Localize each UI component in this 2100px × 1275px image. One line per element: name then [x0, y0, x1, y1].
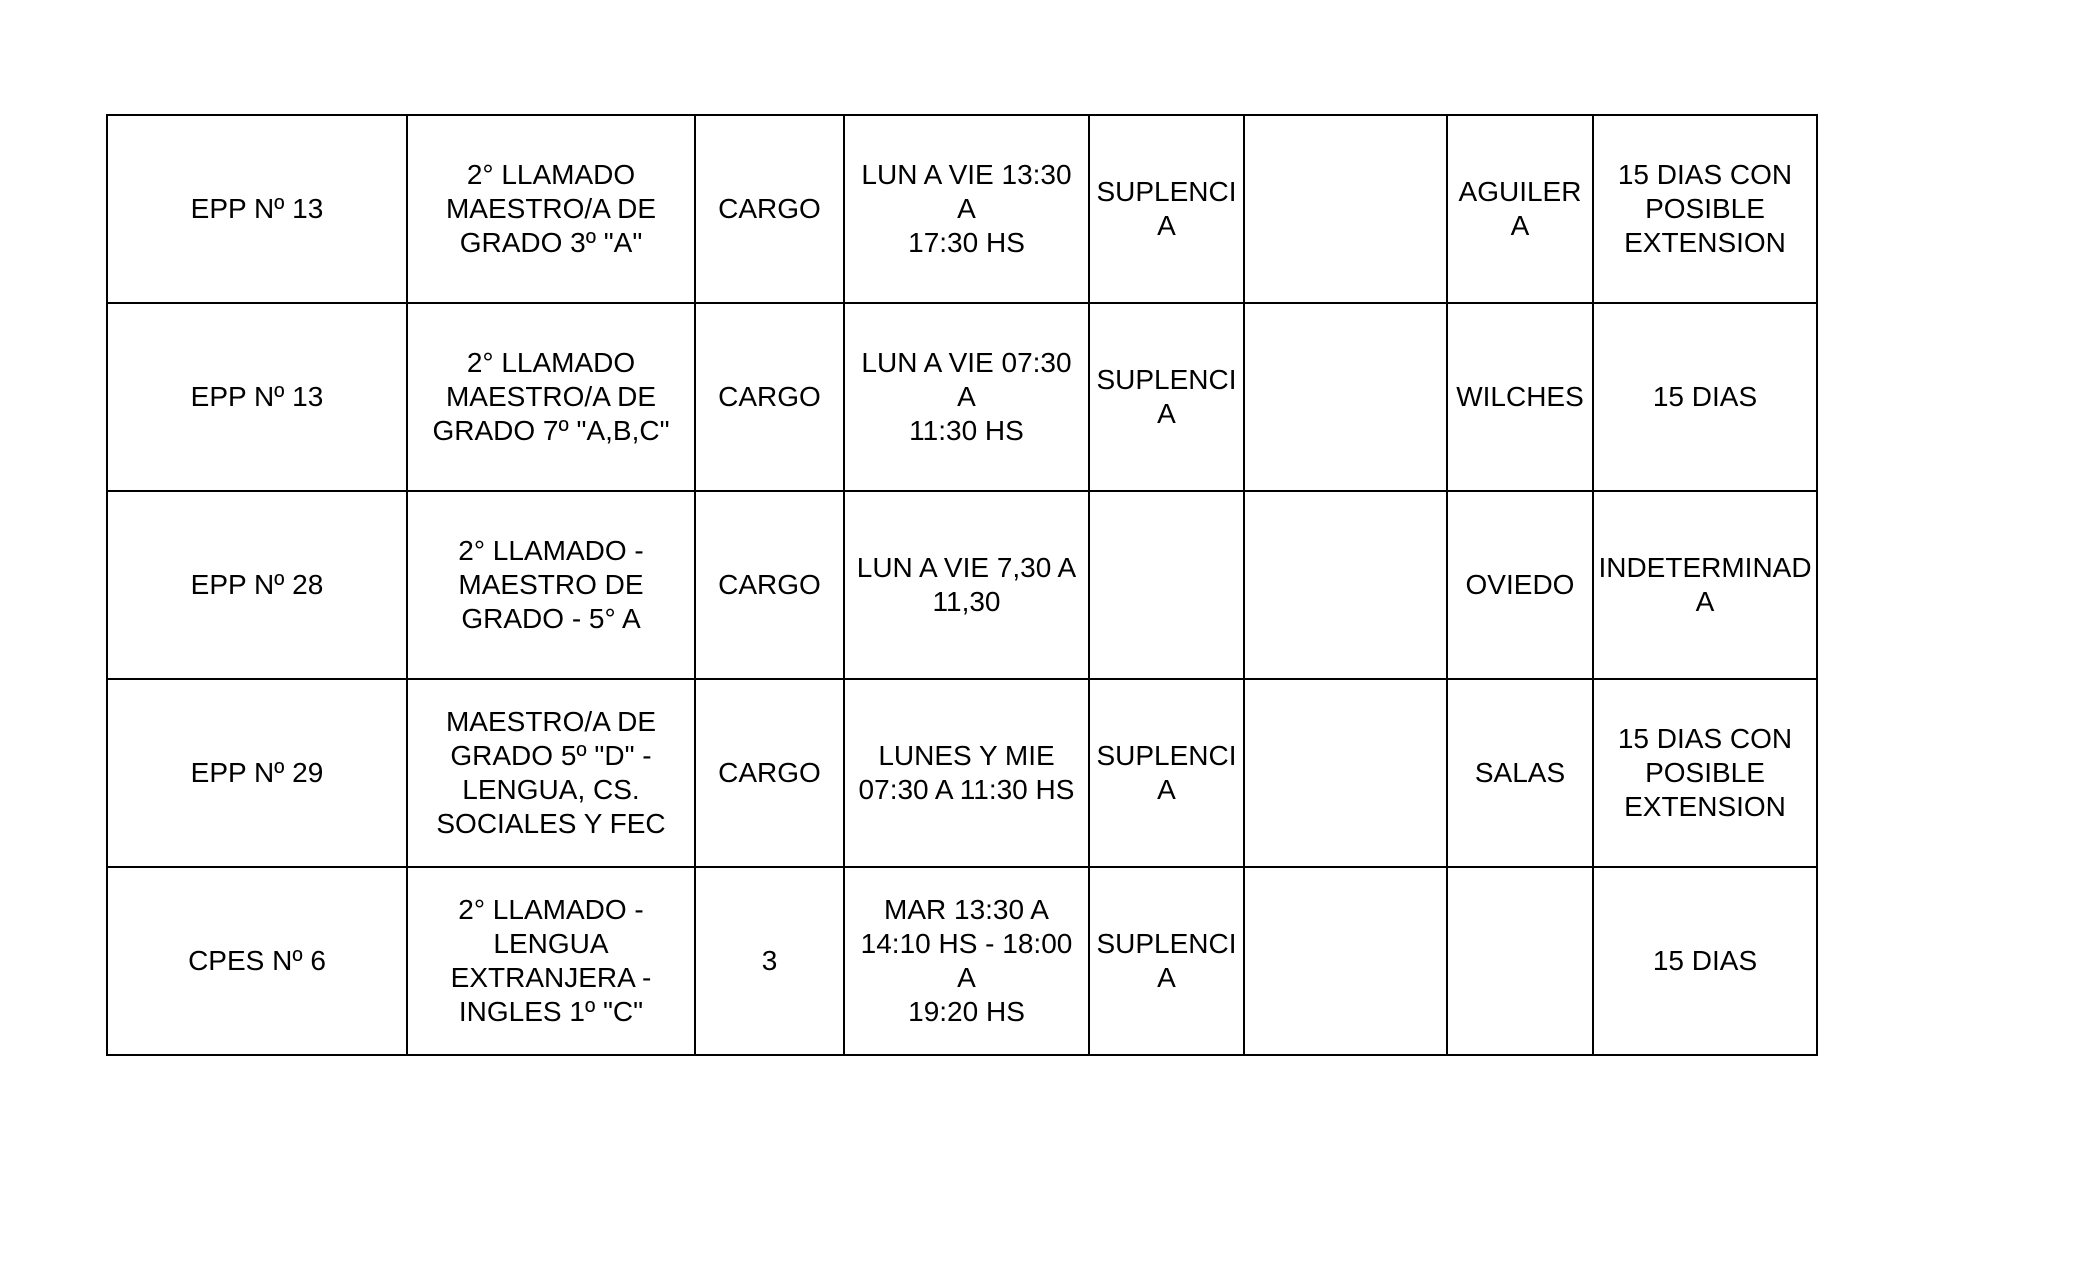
call-cell: MAESTRO/A DE GRADO 5º "D" - LENGUA, CS. SOCIALES Y FEC [407, 679, 695, 867]
table-row [107, 679, 1817, 867]
table-row [107, 491, 1817, 679]
teacher-cell [1447, 867, 1593, 1055]
table-row [107, 303, 1817, 491]
extra-cell [1244, 115, 1447, 303]
type-cell: CARGO [695, 679, 844, 867]
duration-cell: 15 DIAS [1593, 867, 1817, 1055]
teacher-cell: AGUILER A [1447, 115, 1593, 303]
extra-cell [1244, 491, 1447, 679]
school-cell: EPP Nº 28 [107, 491, 407, 679]
extra-cell [1244, 303, 1447, 491]
situation-cell: SUPLENCI A [1089, 115, 1244, 303]
call-cell: 2° LLAMADO - LENGUA EXTRANJERA - INGLES 1º "C" [407, 867, 695, 1055]
table-row [107, 867, 1817, 1055]
schedule-cell: LUN A VIE 13:30 A 17:30 HS [844, 115, 1089, 303]
schedule-cell: MAR 13:30 A 14:10 HS - 18:00 A 19:20 HS [844, 867, 1089, 1055]
duration-cell: 15 DIAS [1593, 303, 1817, 491]
spreadsheet-page [106, 114, 1816, 1056]
table-row [107, 115, 1817, 303]
situation-cell: SUPLENCI A [1089, 867, 1244, 1055]
extra-cell [1244, 867, 1447, 1055]
type-cell: CARGO [695, 491, 844, 679]
call-cell: 2° LLAMADO MAESTRO/A DE GRADO 7º "A,B,C" [407, 303, 695, 491]
situation-cell: SUPLENCI A [1089, 679, 1244, 867]
teacher-cell: WILCHES [1447, 303, 1593, 491]
duration-cell: 15 DIAS CON POSIBLE EXTENSION [1593, 679, 1817, 867]
teacher-cell: SALAS [1447, 679, 1593, 867]
school-cell: EPP Nº 29 [107, 679, 407, 867]
school-cell: EPP Nº 13 [107, 303, 407, 491]
schedule-cell: LUNES Y MIE 07:30 A 11:30 HS [844, 679, 1089, 867]
duration-cell: INDETERMINAD A [1593, 491, 1817, 679]
schedule-cell: LUN A VIE 07:30 A 11:30 HS [844, 303, 1089, 491]
type-cell: 3 [695, 867, 844, 1055]
call-cell: 2° LLAMADO MAESTRO/A DE GRADO 3º "A" [407, 115, 695, 303]
type-cell: CARGO [695, 115, 844, 303]
call-cell: 2° LLAMADO - MAESTRO DE GRADO - 5° A [407, 491, 695, 679]
extra-cell [1244, 679, 1447, 867]
type-cell: CARGO [695, 303, 844, 491]
situation-cell: SUPLENCI A [1089, 303, 1244, 491]
duration-cell: 15 DIAS CON POSIBLE EXTENSION [1593, 115, 1817, 303]
vacancies-table [106, 114, 1818, 1056]
school-cell: EPP Nº 13 [107, 115, 407, 303]
schedule-cell: LUN A VIE 7,30 A 11,30 [844, 491, 1089, 679]
teacher-cell: OVIEDO [1447, 491, 1593, 679]
table-body [107, 115, 1817, 1055]
situation-cell [1089, 491, 1244, 679]
school-cell: CPES Nº 6 [107, 867, 407, 1055]
